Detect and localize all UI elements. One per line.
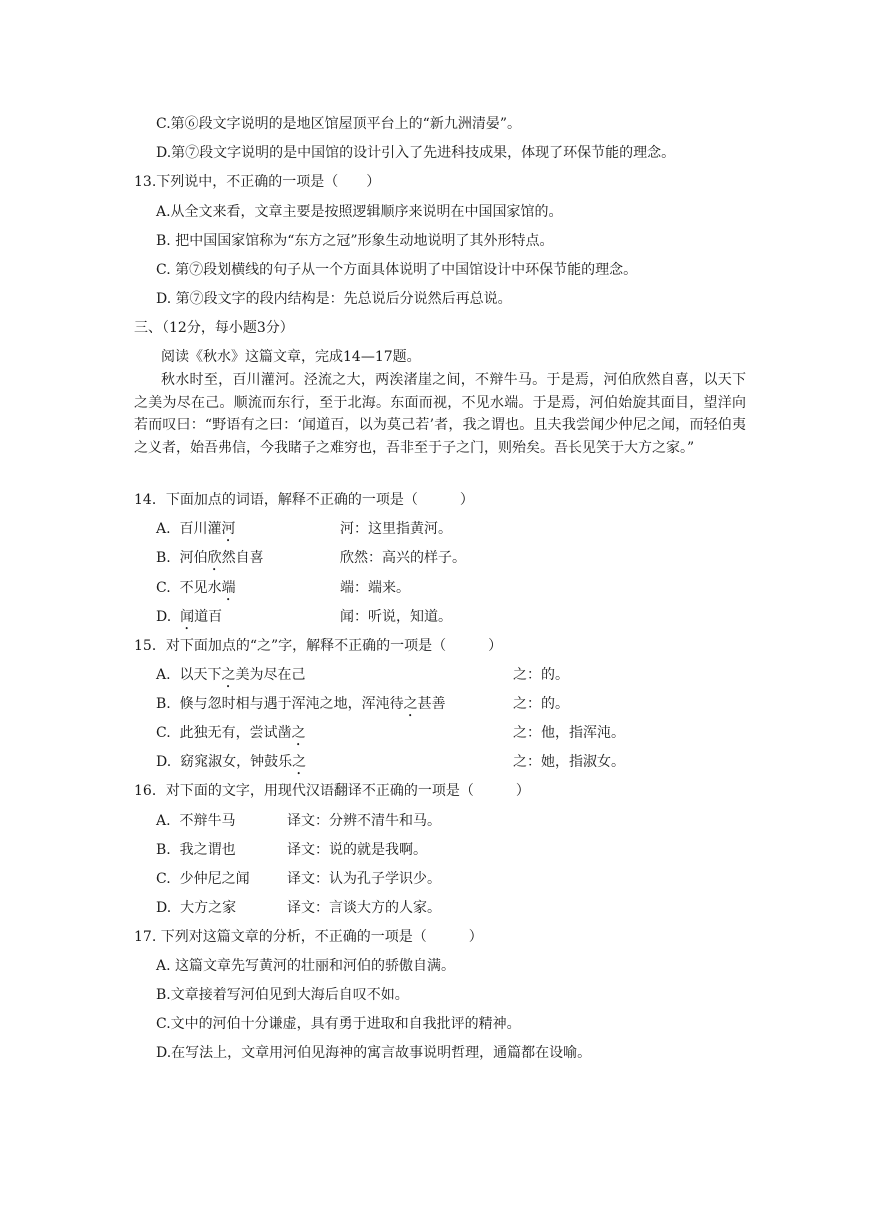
option-phrase: 我之谓也 (179, 842, 236, 858)
q16-option-b (156, 840, 236, 860)
dotted-word: 欣 (207, 550, 222, 566)
q12-option-d: D.第⑦段文字说明的是中国馆的设计引入了先进科技成果，体现了环保节能的理念。 (156, 145, 676, 161)
option-text: 道百 (194, 609, 223, 625)
dotted-word: 之 (291, 725, 306, 741)
q16-translation-d: 译文：言谈大方的人家。 (287, 900, 441, 916)
q17-option-b: B.文章接着写河伯见到大海后自叹不如。 (156, 987, 409, 1003)
dotted-word: 河 (221, 521, 236, 537)
option-text: 美为尽在己 (235, 667, 306, 683)
option-letter: D. (156, 754, 172, 770)
option-letter: C. (156, 580, 171, 596)
q17-stem: 17. 下列对这篇文章的分析，不正确的一项是（ ） (134, 929, 483, 945)
option-text: 窈窕淑女，钟鼓乐 (180, 754, 293, 770)
dotted-word: 之 (221, 667, 236, 683)
q13-option-c: C. 第⑦段划横线的句子从一个方面具体说明了中国馆设计中环保节能的理念。 (156, 262, 638, 278)
q15-option-a (156, 665, 305, 691)
q15-option-b (156, 694, 446, 720)
q15-option-d (156, 752, 306, 778)
q14-gloss-d: 闻：听说，知道。 (340, 609, 452, 625)
dotted-word: 之 (403, 696, 418, 712)
q15-gloss-b: 之：的。 (513, 696, 569, 712)
option-text: 百川灌 (179, 521, 222, 537)
q17-option-c: C.文中的河伯十分谦虚，具有勇于进取和自我批评的精神。 (156, 1016, 521, 1032)
q16-option-d (156, 898, 236, 918)
option-letter: C. (156, 871, 171, 887)
option-text: 不见水 (179, 580, 222, 596)
option-letter: B. (156, 842, 171, 858)
option-text: 然自喜 (221, 550, 264, 566)
q16-option-a (156, 811, 235, 831)
option-letter: C. (156, 725, 171, 741)
option-letter: A. (156, 813, 171, 829)
q16-option-c (156, 869, 250, 889)
option-phrase: 少仲尼之闻 (179, 871, 250, 887)
q14-option-d (156, 607, 222, 633)
q14-gloss-c: 端：端来。 (340, 580, 410, 596)
dotted-word: 之 (292, 754, 307, 770)
q14-gloss-b: 欣然：高兴的样子。 (340, 550, 466, 566)
q13-option-d: D. 第⑦段文字的段内结构是：先总说后分说然后再总说。 (156, 291, 512, 307)
option-text: 甚善 (417, 696, 446, 712)
option-letter: B. (156, 696, 171, 712)
q15-gloss-d: 之：她，指淑女。 (513, 754, 625, 770)
q16-translation-c: 译文：认为孔子学识少。 (287, 871, 441, 887)
q16-translation-b: 译文：说的就是我啊。 (287, 842, 427, 858)
q16-translation-a: 译文：分辨不清牛和马。 (287, 813, 441, 829)
qiushui-passage: 秋水时至，百川灌河。泾流之大，两涘渚崖之间，不辩牛马。于是焉，河伯欣然自喜，以天下之美为尽在己。顺流而东行，至于北海。东面而视，不见水端。于是焉，河伯始旋其面目，望洋向若而叹曰：“野语有之曰：‘闻道百，以为莫己若’者，我之谓也。且夫我尝闻少仲尼之闻，而轻伯夷之义者，始吾弗信，今我睹子之难穷也，吾非至于子之门，则殆矣。吾长见笑于大方之家。” (134, 372, 746, 456)
q15-gloss-c: 之：他，指浑沌。 (513, 725, 625, 741)
section3-heading: 三、（12分，每小题3分） (134, 320, 294, 336)
q13-stem: 13.下列说中，不正确的一项是（ ） (134, 174, 381, 190)
q15-gloss-a: 之：的。 (513, 667, 569, 683)
option-phrase: 大方之家 (180, 900, 237, 916)
option-text: 此独无有，尝试凿 (179, 725, 292, 741)
option-phrase: 不辩牛马 (179, 813, 236, 829)
option-text: 以天下 (179, 667, 222, 683)
option-letter: D. (156, 609, 172, 625)
q14-stem: 14．下面加点的词语，解释不正确的一项是（ ） (134, 492, 474, 508)
q14-gloss-a: 河：这里指黄河。 (340, 521, 452, 537)
option-letter: B. (156, 550, 171, 566)
q13-option-a: A.从全文来看，文章主要是按照逻辑顺序来说明在中国国家馆的。 (156, 204, 563, 220)
option-text: 河伯 (179, 550, 208, 566)
option-letter: D. (156, 900, 172, 916)
q15-stem: 15．对下面加点的“之”字，解释不正确的一项是（ ） (134, 638, 503, 654)
option-text: 倏与忽时相与遇于浑沌之地，浑沌待 (179, 696, 404, 712)
q13-option-b: B. 把中国国家馆称为“东方之冠”形象生动地说明了其外形特点。 (156, 233, 554, 249)
option-letter: A. (156, 521, 171, 537)
dotted-word: 端 (221, 580, 236, 596)
q16-stem: 16．对下面的文字，用现代汉语翻译不正确的一项是（ ） (134, 783, 530, 799)
q14-option-b (156, 548, 264, 574)
q17-option-d: D.在写法上，文章用河伯见海神的寓言故事说明哲理，通篇都在设喻。 (156, 1045, 592, 1061)
dotted-word: 闻 (180, 609, 195, 625)
q12-option-c: C.第⑥段文字说明的是地区馆屋顶平台上的“新九洲清晏”。 (156, 116, 521, 132)
q14-option-a (156, 519, 235, 545)
section3-instruction: 阅读《秋水》这篇文章，完成14—17题。 (161, 349, 421, 365)
q15-option-c (156, 723, 306, 749)
q14-option-c (156, 578, 236, 604)
option-letter: A. (156, 667, 171, 683)
q17-option-a: A. 这篇文章先写黄河的壮丽和河伯的骄傲自满。 (156, 958, 456, 974)
